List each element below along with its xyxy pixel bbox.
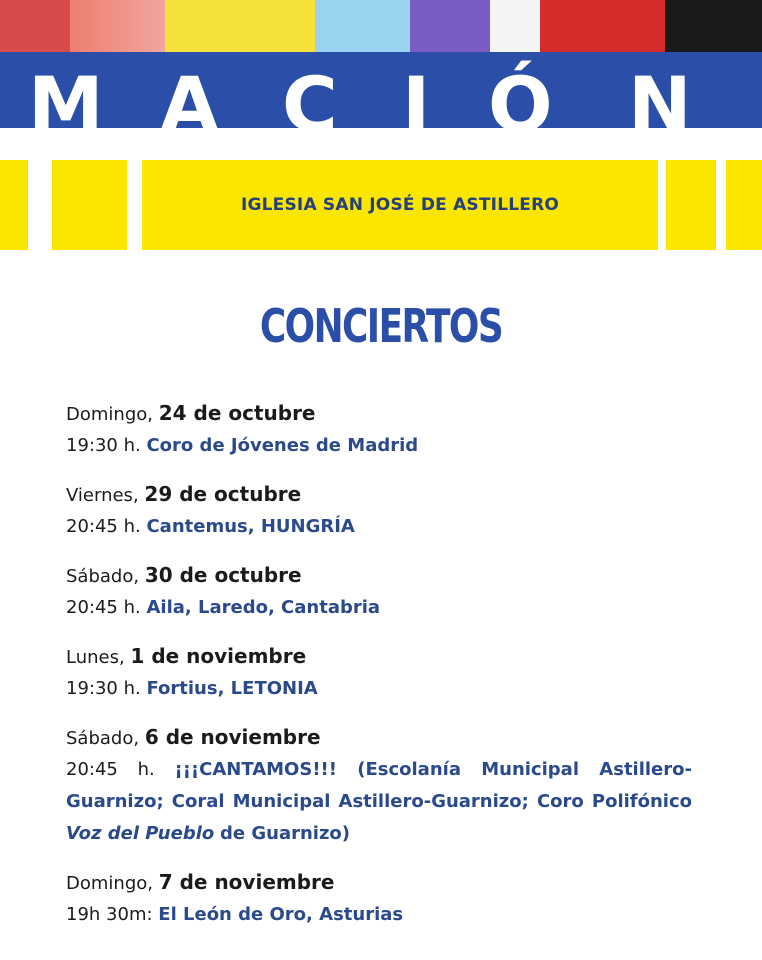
concert-item	[66, 560, 692, 624]
event-day: Lunes,	[66, 647, 125, 668]
title-letter: A	[160, 60, 219, 142]
concert-item	[66, 722, 692, 850]
title-letter: M	[28, 60, 104, 142]
event-time: 19:30 h.	[66, 435, 141, 456]
title-letter: I	[402, 60, 431, 142]
event-date-line	[66, 867, 692, 899]
watercolor-stripe-banner	[0, 0, 762, 52]
event-performer: Cantemus, HUNGRÍA	[146, 516, 355, 537]
event-time: 20:45 h.	[66, 516, 141, 537]
event-time: 20:45 h.	[66, 759, 155, 780]
concert-item	[66, 641, 692, 705]
stripe-dark-red	[540, 0, 665, 52]
event-time: 19:30 h.	[66, 678, 141, 699]
event-date: 24 de octubre	[158, 401, 316, 425]
event-day: Domingo,	[66, 404, 153, 425]
stripe-purple	[410, 0, 490, 52]
concert-item	[66, 867, 692, 931]
title-letter: N	[628, 60, 692, 142]
event-performer: Coro de Jóvenes de Madrid	[146, 435, 419, 456]
yellow-bar	[52, 160, 127, 250]
stripe-red	[0, 0, 70, 52]
event-performer-italic: Voz del Pueblo	[66, 823, 215, 844]
event-performer-line	[66, 592, 692, 624]
event-time: 20:45 h.	[66, 597, 141, 618]
event-date: 6 de noviembre	[144, 725, 321, 749]
event-performer: El León de Oro, Asturias	[158, 904, 404, 925]
venue-name: IGLESIA SAN JOSÉ DE ASTILLERO	[240, 195, 560, 215]
concert-item	[66, 479, 692, 543]
stripe-pink	[70, 0, 165, 52]
event-performer-line	[66, 511, 692, 543]
stripe-white	[490, 0, 540, 52]
event-performer: Aila, Laredo, Cantabria	[146, 597, 381, 618]
page-heading: CONCIERTOS	[259, 299, 503, 353]
yellow-bar	[0, 160, 28, 250]
yellow-bar	[726, 160, 762, 250]
event-day: Viernes,	[66, 485, 139, 506]
title-word-fragment	[0, 52, 762, 142]
event-date: 30 de octubre	[144, 563, 302, 587]
concert-item	[66, 398, 692, 462]
event-performer: ¡¡¡CANTAMOS!!! (Escolanía Municipal Astillero-Guarnizo; Coral Municipal Astillero-Guarnizo; Coro Polifónico	[66, 759, 692, 812]
event-performer-line	[66, 754, 692, 850]
event-performer-tail: de Guarnizo)	[220, 823, 351, 844]
event-date-line	[66, 479, 692, 511]
event-date-line	[66, 398, 692, 430]
title-letter: Ó	[488, 60, 553, 142]
event-date: 7 de noviembre	[158, 870, 335, 894]
event-date-line	[66, 560, 692, 592]
event-date-line	[66, 722, 692, 754]
event-date: 1 de noviembre	[130, 644, 307, 668]
event-performer-line	[66, 430, 692, 462]
event-time: 19h 30m:	[66, 904, 153, 925]
yellow-bar	[666, 160, 716, 250]
stripe-light-blue	[315, 0, 410, 52]
event-date-line	[66, 641, 692, 673]
event-performer-line	[66, 673, 692, 705]
event-day: Domingo,	[66, 873, 153, 894]
event-day: Sábado,	[66, 728, 140, 749]
event-day: Sábado,	[66, 566, 140, 587]
concert-schedule	[66, 398, 692, 948]
event-date: 29 de octubre	[144, 482, 302, 506]
stripe-black	[665, 0, 762, 52]
title-letter: C	[282, 60, 338, 142]
event-performer: Fortius, LETONIA	[146, 678, 318, 699]
stripe-yellow	[165, 0, 315, 52]
event-performer-line	[66, 899, 692, 931]
